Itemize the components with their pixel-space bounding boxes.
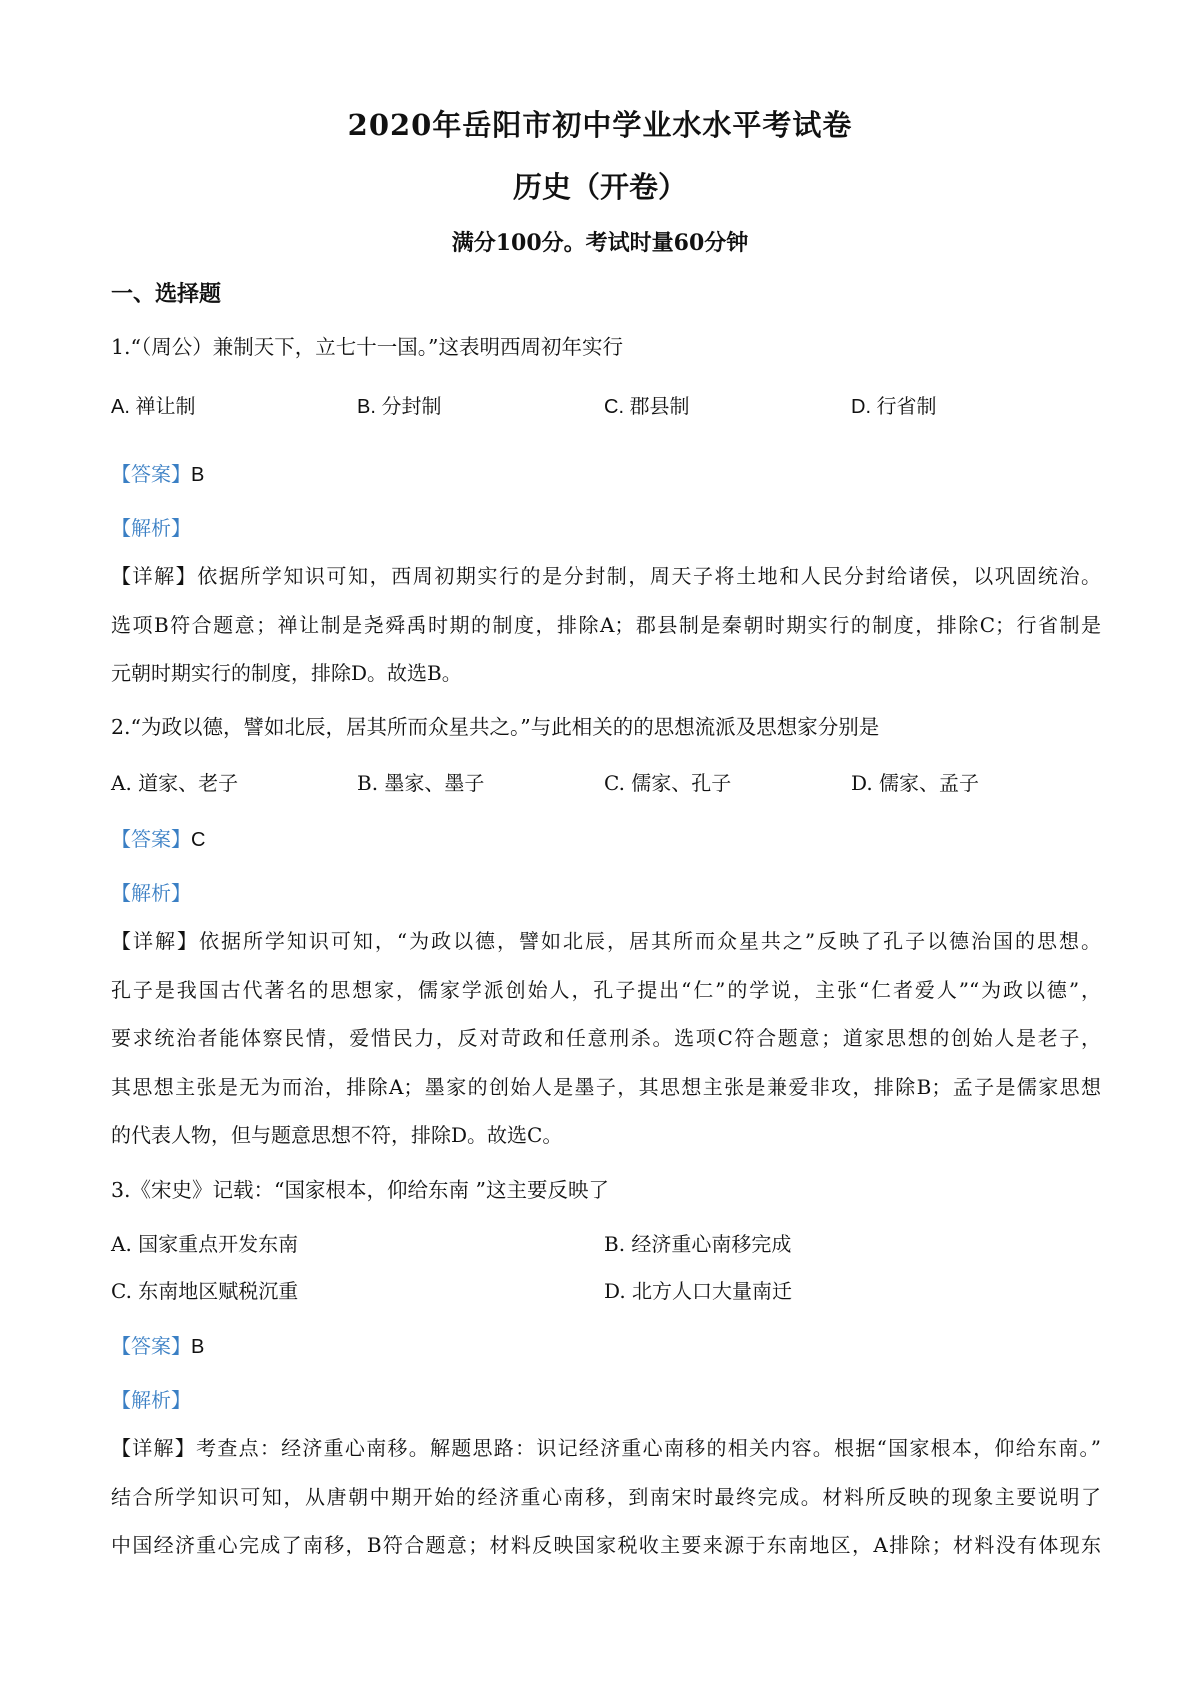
question-3-option-a: A. 国家重点开发东南: [111, 1232, 299, 1256]
question-3-stem: 3.《宋史》记载：“国家根本，仰给东南 ”这主要反映了: [111, 1178, 610, 1202]
detail-line: 【详解】依据所学知识可知，西周初期实行的是分封制，周天子将土地和人民分封给诸侯，以巩固统治。: [111, 564, 1101, 588]
question-3-answer: [111, 1330, 204, 1359]
answer-value: B: [191, 464, 205, 486]
exam-info: 满分100分。考试时量60分钟: [451, 230, 749, 256]
question-2-option-d: D. 儒家、孟子: [851, 771, 980, 795]
answer-label: 【答案】: [111, 462, 191, 486]
question-1-option-c: C. 郡县制: [604, 396, 690, 418]
detail-line: 要求统治者能体察民情，爱惜民力，反对苛政和任意刑杀。选项C符合题意；道家思想的创始人是老子，: [111, 1026, 1101, 1050]
question-2-detail: [111, 917, 1101, 1160]
detail-line: 结合所学知识可知，从唐朝中期开始的经济重心南移，到南宋时最终完成。材料所反映的现象主要说明了: [111, 1484, 1101, 1509]
detail-line: 孔子是我国古代著名的思想家，儒家学派创始人，孔子提出“仁”的学说，主张“仁者爱人”“为政以德”，: [111, 977, 1101, 1002]
question-2-answer: [111, 823, 205, 852]
exam-subtitle: 历史（开卷）: [512, 170, 687, 204]
answer-label: 【答案】: [111, 1334, 191, 1358]
detail-line: 选项B符合题意；禅让制是尧舜禹时期的制度，排除A；郡县制是秦朝时期实行的制度，排除C；行省制是: [111, 612, 1101, 637]
question-1-stem: 1.“（周公）兼制天下，立七十一国。”这表明西周初年实行: [111, 335, 624, 359]
question-1-option-d: D. 行省制: [851, 396, 937, 418]
question-1-answer: [111, 458, 204, 487]
exam-title: 2020年岳阳市初中学业水水平考试卷: [347, 108, 853, 142]
question-3-option-b: B. 经济重心南移完成: [604, 1232, 792, 1256]
detail-line: 元朝时期实行的制度，排除D。故选B。: [111, 661, 462, 685]
answer-value: B: [191, 1336, 205, 1358]
detail-line: 【详解】考查点：经济重心南移。解题思路：识记经济重心南移的相关内容。根据“国家根本，仰给东南。”: [111, 1436, 1101, 1460]
question-2-analysis-label: 【解析】: [111, 881, 191, 905]
detail-line: 【详解】依据所学知识可知，“为政以德，譬如北辰，居其所而众星共之”反映了孔子以德治国的思想。: [111, 929, 1101, 953]
question-3-option-c: C. 东南地区赋税沉重: [111, 1279, 299, 1303]
section-heading: 一、选择题: [111, 281, 222, 307]
question-1-option-b: B. 分封制: [357, 396, 442, 418]
question-2-option-b: B. 墨家、墨子: [357, 771, 485, 795]
question-1-option-a: A. 禅让制: [111, 396, 196, 418]
question-1-detail: [111, 552, 1101, 698]
question-2-stem: 2.“为政以德，譬如北辰，居其所而众星共之。”与此相关的的思想流派及思想家分别是: [111, 715, 880, 739]
question-2-option-c: C. 儒家、孔子: [604, 771, 732, 795]
question-1-analysis-label: 【解析】: [111, 516, 191, 540]
question-2-option-a: A. 道家、老子: [111, 771, 239, 795]
answer-value: C: [191, 829, 206, 851]
question-3-detail: [111, 1424, 1101, 1570]
detail-line: 中国经济重心完成了南移，B符合题意；材料反映国家税收主要来源于东南地区，A排除；材料没有体现东: [111, 1533, 1101, 1557]
question-3-analysis-label: 【解析】: [111, 1388, 191, 1412]
answer-label: 【答案】: [111, 827, 191, 851]
detail-line: 其思想主张是无为而治，排除A；墨家的创始人是墨子，其思想主张是兼爱非攻，排除B；孟子是儒家思想: [111, 1074, 1101, 1099]
question-3-option-d: D. 北方人口大量南迁: [604, 1279, 793, 1303]
detail-line: 的代表人物，但与题意思想不符，排除D。故选C。: [111, 1123, 563, 1147]
